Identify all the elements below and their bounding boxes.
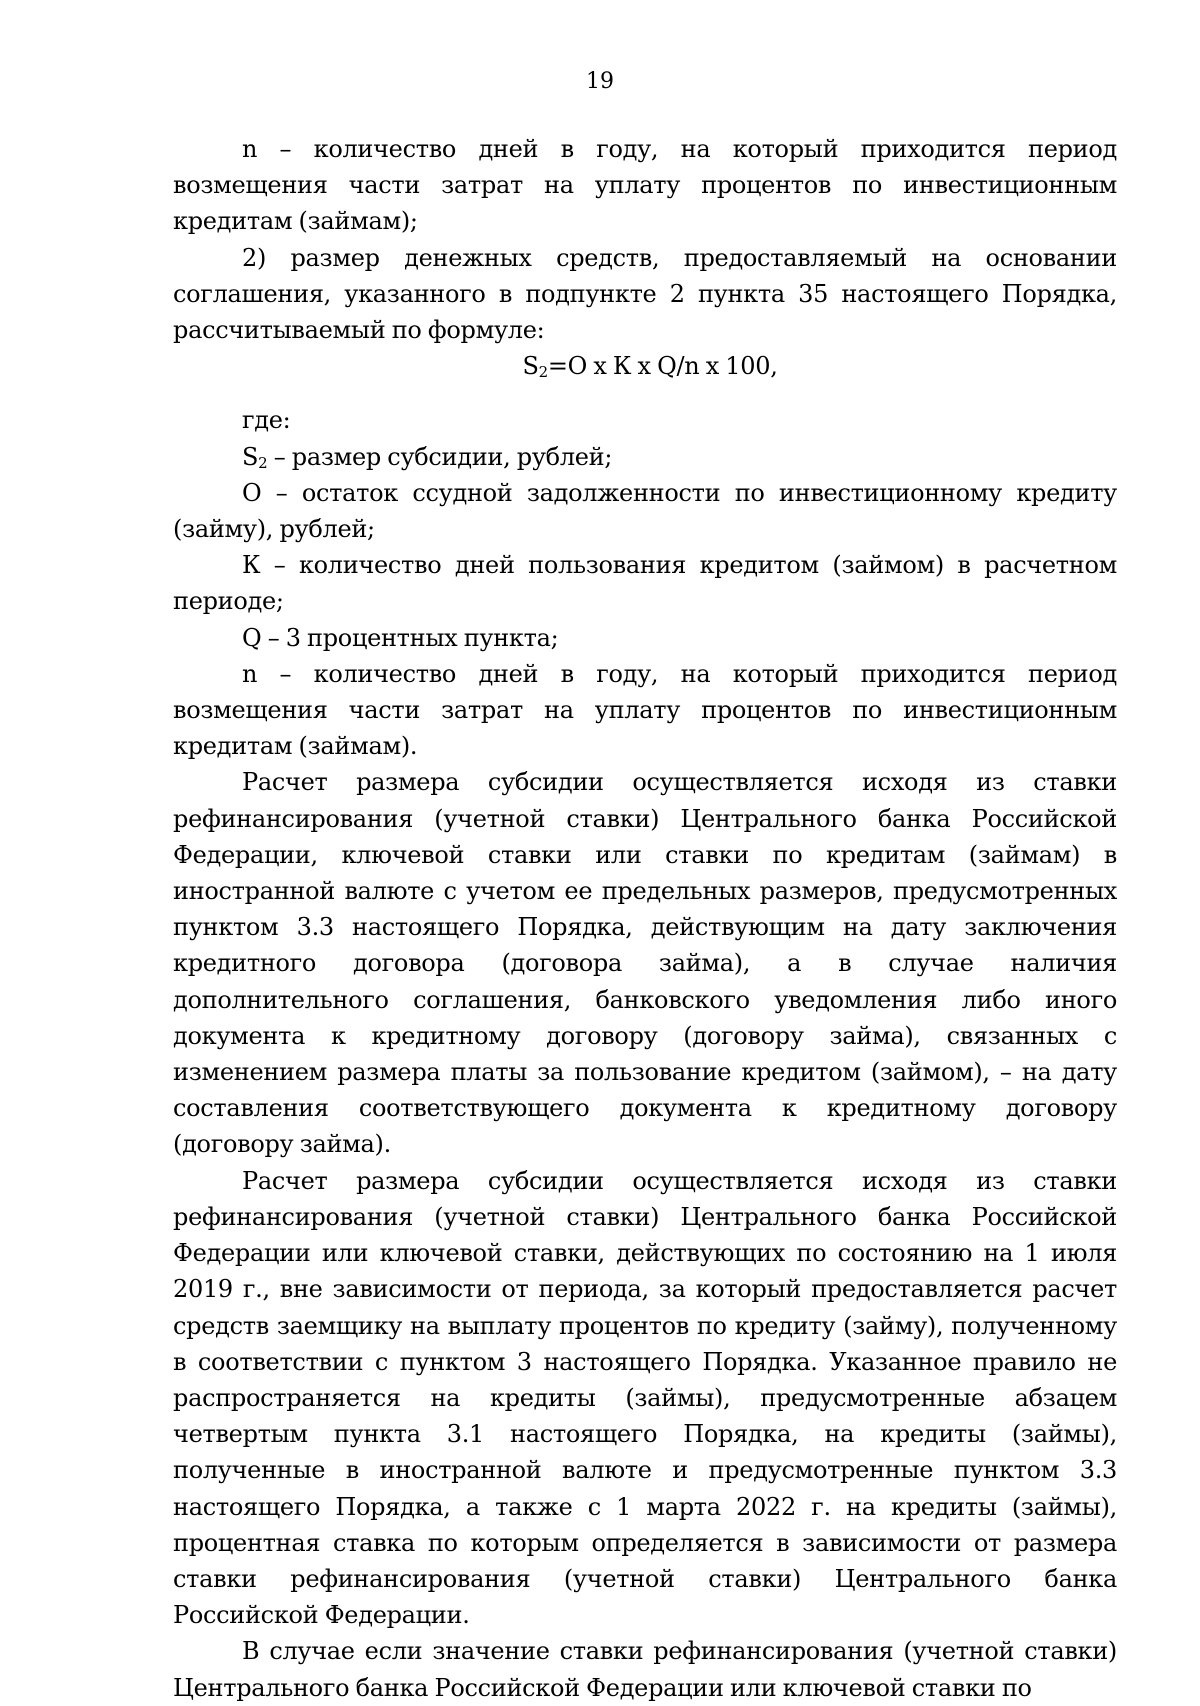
paragraph-q-definition: Q – 3 процентных пункта; bbox=[242, 623, 559, 652]
s2-text: – размер субсидии, рублей; bbox=[273, 442, 613, 471]
paragraph-where: где: bbox=[242, 406, 291, 435]
s2-subscript: 2 bbox=[258, 453, 268, 472]
page-number: 19 bbox=[586, 69, 614, 94]
paragraph-o-definition: О – остаток ссудной задолженности по инвестиционному кредиту (займу), рублей; bbox=[173, 478, 1117, 544]
paragraph-n-definition: n – количество дней в году, на который приходится период возмещения части затрат на уплату процентов по инвестиционным кредитам (займам); bbox=[173, 135, 1117, 236]
paragraph-item-2: 2) размер денежных средств, предоставляемый на основании соглашения, указанного в подпункте 2 пункта 35 настоящего Порядка, рассчитываемый по формуле: bbox=[173, 243, 1117, 345]
formula-subscript: 2 bbox=[538, 363, 548, 382]
formula-expression: =О х К х Q/n х 100, bbox=[547, 352, 778, 381]
document-body bbox=[173, 131, 1117, 1706]
paragraph-rate-case: В случае если значение ставки рефинансирования (учетной ставки) Центрального банка Российской Федерации или ключевой ставки по bbox=[173, 1637, 1117, 1702]
paragraph-calculation-2: Расчет размера субсидии осуществляется исходя из ставки рефинансирования (учетной ставки) Центрального банка Российской Федерации или ключевой ставки, действующих по состоянию на 1 июля 2019 г., вне зависимости от периода, за который предоставляется расчет средств заемщику на выплату процентов по кредиту (займу), полученному в соответствии с пунктом 3 настоящего Порядка. Указанное правило не распространяется на кредиты (займы), предусмотренные абзацем четвертым пункта 3.1 настоящего Порядка, на кредиты (займы), полученные в иностранной валюте и предусмотренные пунктом 3.3 настоящего Порядка, а также с 1 марта 2022 г. на кредиты (займы), процентная ставка по которым определяется в зависимости от размера ставки рефинансирования (учетной ставки) Центрального банка Российской Федерации. bbox=[173, 1166, 1117, 1630]
paragraph-calculation-1: Расчет размера субсидии осуществляется исходя из ставки рефинансирования (учетной ставки) Центрального банка Российской Федерации, ключевой ставки или ставки по кредитам (займам) в иностранной валюте с учетом ее предельных размеров, предусмотренных пунктом 3.3 настоящего Порядка, действующим на дату заключения кредитного договора (договора займа), а в случае наличия дополнительного соглашения, банковского уведомления либо иного документа к кредитному договору (договору займа), связанных с изменением размера платы за пользование кредитом (займом), – на дату составления соответствующего документа к кредитному договору (договору займа). bbox=[173, 768, 1117, 1159]
paragraph-n-definition-2: n – количество дней в году, на который приходится период возмещения части затрат на уплату процентов по инвестиционным кредитам (займам). bbox=[173, 659, 1117, 761]
s2-symbol: S bbox=[242, 442, 259, 471]
formula-symbol: S bbox=[522, 352, 539, 381]
formula bbox=[173, 348, 1117, 384]
paragraph-k-definition: К – количество дней пользования кредитом (займом) в расчетном периоде; bbox=[173, 551, 1117, 616]
paragraph-s2-definition bbox=[173, 439, 1117, 475]
